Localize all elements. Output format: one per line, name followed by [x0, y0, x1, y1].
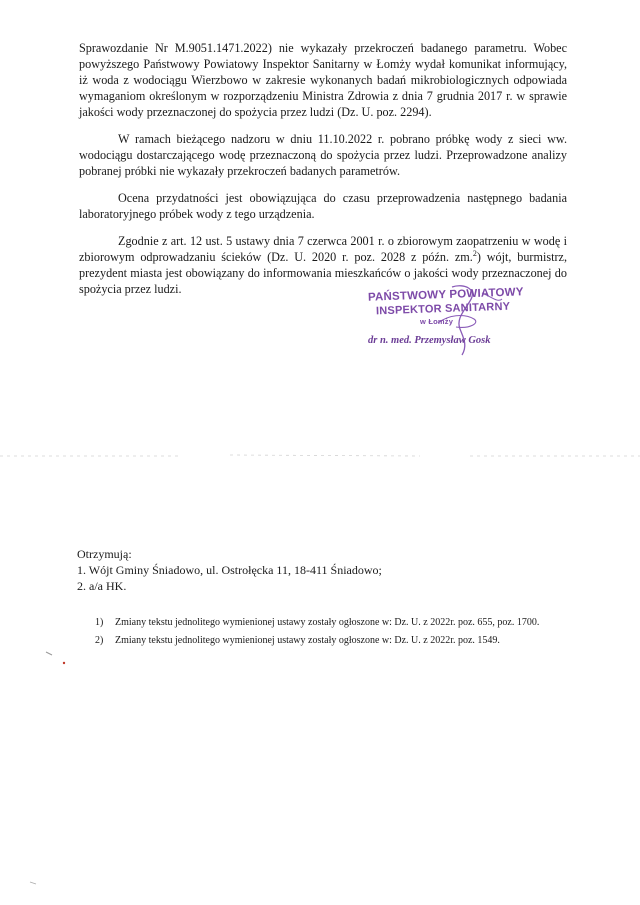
stamp-line-3: w Łomży: [420, 317, 454, 326]
paragraph-1: Sprawozdanie Nr M.9051.1471.2022) nie wykazały przekroczeń badanego parametru. Wobec powyższego Państwowy Powiatowy Inspektor Sanitarny w Łomży wydał komunikat informujący, iż woda z wodociągu Wierzbowo w zakresie wykonanych badań mikrobiologicznych odpowiada wymaganiom określonym w rozporządzeniu Ministra Zdrowia z dnia 7 grudnia 2017 r. w sprawie jakości wody przeznaczonej do spożycia przez ludzi (Dz. U. poz. 2294).: [79, 41, 567, 119]
footnote-1-text: Zmiany tekstu jednolitego wymienionej ustawy zostały ogłoszone w: Dz. U. z 2022r. poz. 655, poz. 1700.: [115, 617, 540, 628]
recipient-item-2: 2. a/a HK.: [77, 579, 127, 593]
recipient-item-1: 1. Wójt Gminy Śniadowo, ul. Ostrołęcka 11, 18-411 Śniadowo;: [77, 563, 382, 577]
stamp-signature: dr n. med. Przemysław Gosk: [368, 335, 491, 346]
stamp-line-2: INSPEKTOR SANITARNY: [375, 300, 511, 318]
stamp-line-1: PAŃSTWOWY POWIATOWY: [367, 286, 524, 304]
paragraph-4-after: ) wójt, burmistrz, prezydent miasta jest obowiązany do informowania mieszkańców o jakości wody przeznaczonej do spożycia przez ludzi.: [79, 250, 568, 296]
recipients-heading: Otrzymują:: [77, 547, 132, 561]
footnote-2-text: Zmiany tekstu jednolitego wymienionej ustawy zostały ogłoszone w: Dz. U. z 2022r. poz. 1549.: [115, 635, 500, 646]
paragraph-2: W ramach bieżącego nadzoru w dniu 11.10.2022 r. pobrano próbkę wody z sieci ww. wodociągu dostarczającego wodę przeznaczoną do spożycia przez ludzi. Przeprowadzone analizy pobranej próbki nie wykazały przekroczeń badanych parametrów.: [79, 132, 567, 178]
paragraph-3: Ocena przydatności jest obowiązująca do czasu przeprowadzenia następnego badania laboratoryjnego próbek wody z tego urządzenia.: [79, 191, 567, 221]
footnote-2-number: 2): [95, 635, 104, 646]
paragraph-4-before: Zgodnie z art. 12 ust. 5 ustawy dnia 7 czerwca 2001 r. o zbiorowym zaopatrzeniu w wodę i zbiorowym odprowadzaniu ścieków (Dz. U. 2020 r. poz. 2028 z późn. zm.: [79, 234, 567, 264]
footnote-1-number: 1): [95, 617, 104, 628]
footnote-ref-2: 2: [472, 248, 477, 258]
